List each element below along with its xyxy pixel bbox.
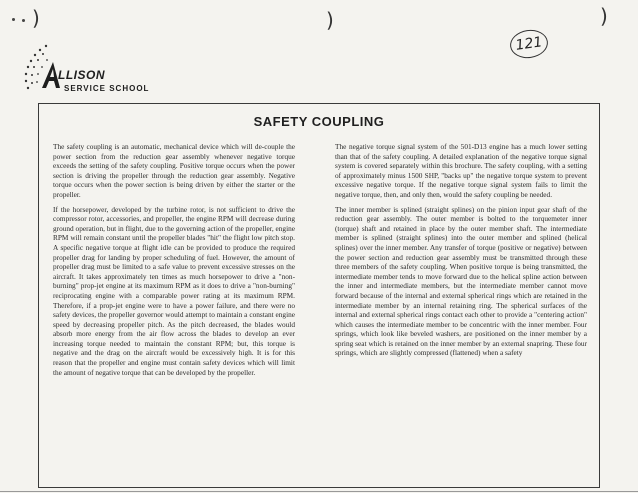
scan-mark: ) [600,4,608,28]
scan-dot [12,18,15,21]
page-title: SAFETY COUPLING [253,114,385,129]
paragraph: The inner member is splined (straight splines) on the pinion input gear shaft of the reduction gear assembly. The outer member is bolted to the torquemeter inner (torque) shaft and retained in place by the outer member shaft. The intermediate member is splined (straight splines) into the outer member and splined (helical splines) over the inner member. Any transfer of torque (positive or negative) between the power section and reduction gear assembly must be transmitted through these three members of the safety coupling. When positive torque is being transmitted, the intermediate member tends to move forward due to the helical spline action between the inner and intermediate members, but the intermediate member cannot move forward because of the internal and external spherical rings which are retained in the intermediate member by an internal retaining ring. The spherical surfaces of the internal and external spherical rings contact each other to provide a "centering action" which causes the intermediate member to be concentric with the inner member. Four springs, which look like beveled washers, are positioned on the inner member by a spring seat which is retained on the inner member by an external snapring. These four springs, which are slightly compressed (flattened) when a safety [335,204,587,358]
paragraph: The negative torque signal system of the 501-D13 engine has a much lower setting than that of the safety coupling. A detailed explanation of the negative torque signal system is covered separately within this brochure. The safety coupling, with a setting of approximately minus 1500 SHP, "backs up" the negative torque system to prevent excessive negative torque. If the negative torque signal system fails to limit the negative torque, then, and only then, would the safety coupling be needed. [335,142,587,199]
scan-mark: ) [32,6,40,30]
scan-edge [0,491,638,492]
allison-logo [16,40,166,104]
winged-a-logo-icon [16,40,64,100]
left-column [53,142,295,382]
paragraph: If the horsepower, developed by the turbine rotor, is not sufficient to drive the compressor rotor, accessories, and propeller, the engine RPM will decrease during ground operation, but in flight, due to the governing action of the propeller, engine RPM will remain constant until the propeller blades "hit" the flight low pitch stop. A specific negative torque at flight idle can be provided to produce the required propeller drag for landing by proper scheduling of fuel. However, the amount of propeller drag must be limited to a safe value to prevent excessive stresses on the aircraft. It takes approximately ten times as much horsepower to drive a "non-burning" prop-jet engine at its maximum RPM as it does to drive a "non-burning" reciprocating engine with a comparable power rating at its maximum RPM. Therefore, if a prop-jet engine were to have a power failure, and there were no safety devices, the propeller governor would attempt to maintain a constant engine speed by decreasing propeller pitch. As the pitch decreased, the blades would absorb more energy from the air flow across the blades to develop an ever increasing torque needed to maintain the constant RPM; but, this torque is negative and the drag on the aircraft would be excessively high. It is for this reason that the propeller and engine must contain safety devices which will limit the amount of negative torque that can be developed by the propeller. [53,204,295,377]
right-column [335,142,587,363]
logo-subtitle: SERVICE SCHOOL [64,84,150,93]
scan-mark: ) [326,8,334,32]
scan-dot [22,19,25,22]
logo-brand-text: LLISON [58,68,105,82]
page-number: 121 [508,27,550,60]
paragraph: The safety coupling is an automatic, mechanical device which will de-couple the power section from the reduction gear assembly whenever negative torque exceeds the setting of the safety coupling. Positive torque occurs when the power section is driving the propeller through the reduction gear assembly. Negative torque occurs when the power section is being driven by either the starter or the propeller. [53,142,295,199]
content-frame [38,103,600,488]
